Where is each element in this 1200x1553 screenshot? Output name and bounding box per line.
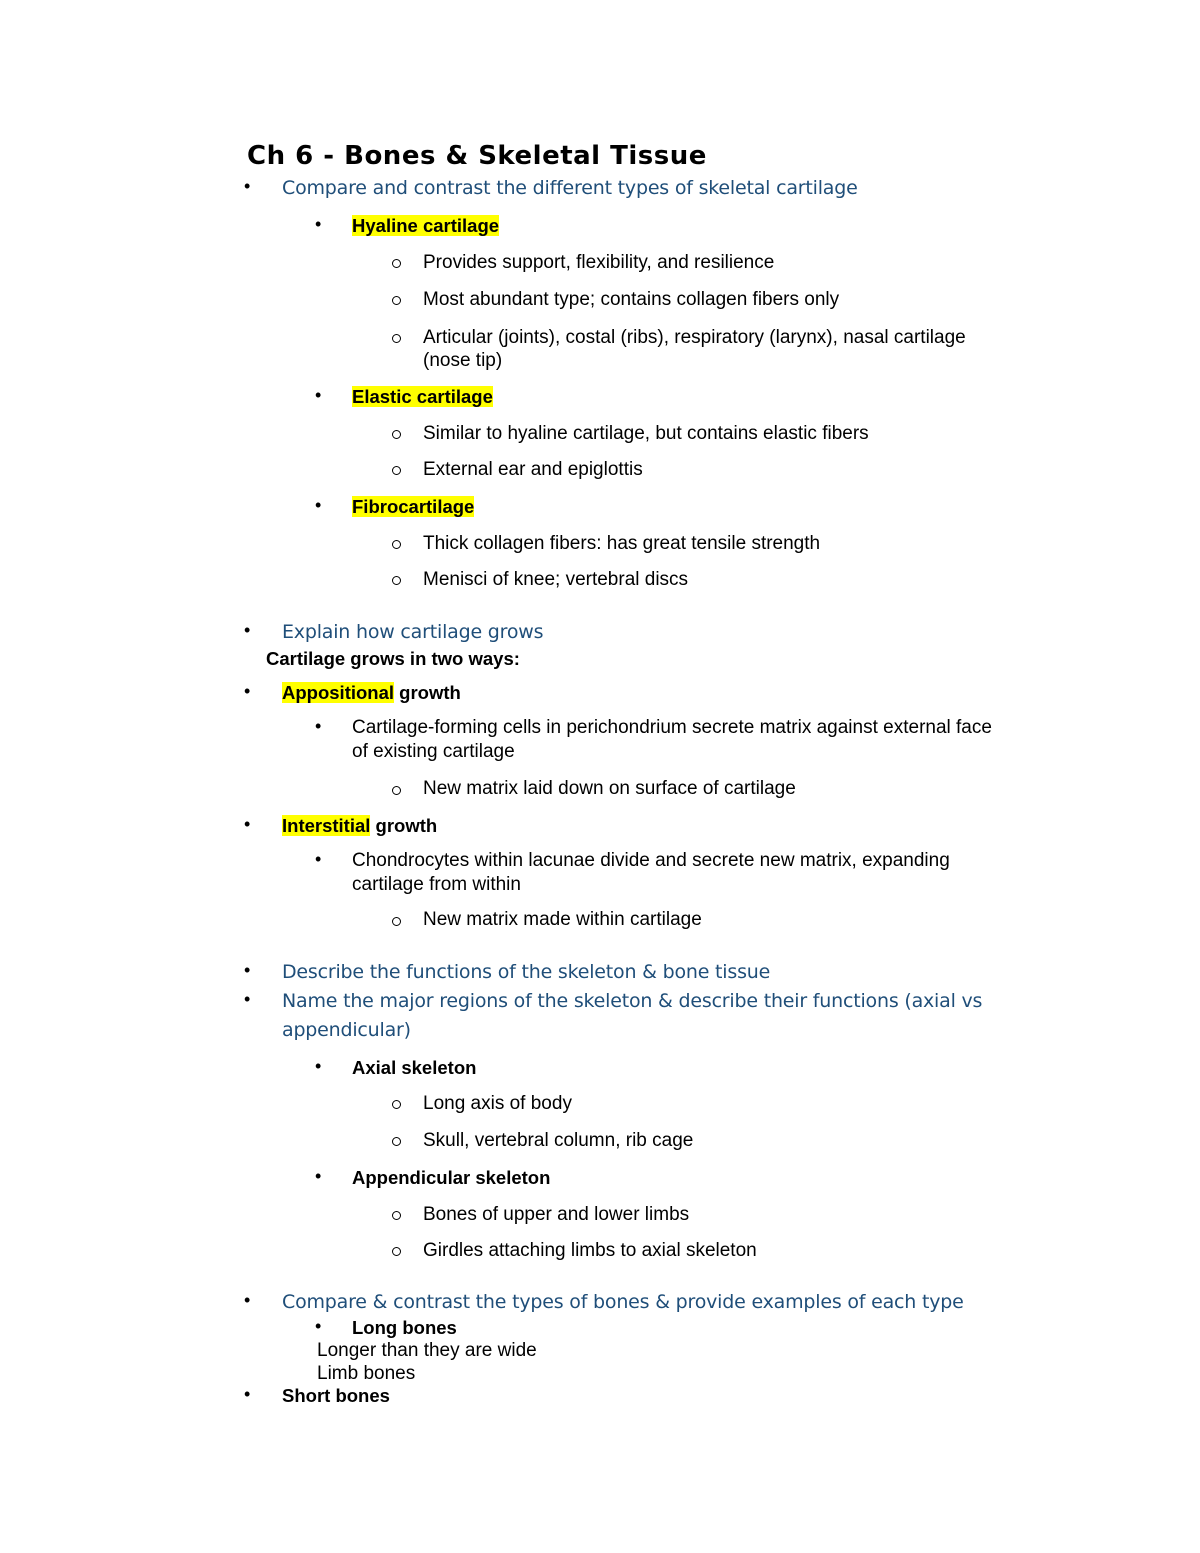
bullet-icon: • (244, 814, 251, 834)
objective-skeleton-regions: Name the major regions of the skeleton & describe their functions (axial vs (282, 990, 983, 1012)
fibro-point: Thick collagen fibers: has great tensile strength (423, 533, 821, 554)
bullet-icon: • (244, 681, 251, 701)
circle-bullet-icon (392, 296, 401, 305)
circle-bullet-icon (392, 1211, 401, 1220)
fibro-heading (352, 496, 474, 518)
hyaline-point: Articular (joints), costal (ribs), respiratory (larynx), nasal cartilage (423, 327, 966, 348)
objective-skeleton-functions: Describe the functions of the skeleton & bone tissue (282, 961, 771, 983)
bullet-icon: • (244, 1290, 251, 1310)
elastic-point: External ear and epiglottis (423, 459, 643, 480)
appositional-highlight: Appositional (282, 682, 395, 703)
bullet-icon: • (244, 960, 251, 980)
appendicular-point: Bones of upper and lower limbs (423, 1204, 690, 1225)
bullet-icon: • (315, 716, 322, 736)
hyaline-point: Most abundant type; contains collagen fibers only (423, 289, 840, 310)
bullet-icon: • (315, 1056, 322, 1076)
long-bones-label: Long bones (352, 1317, 457, 1338)
circle-bullet-icon (392, 466, 401, 475)
bullet-icon: • (315, 214, 322, 234)
interstitial-sub: New matrix made within cartilage (423, 909, 702, 930)
circle-bullet-icon (392, 259, 401, 268)
bullet-icon: • (315, 849, 322, 869)
appositional-heading (282, 682, 461, 704)
interstitial-desc: Chondrocytes within lacunae divide and secrete new matrix, expanding (352, 850, 950, 871)
short-bones-label: Short bones (282, 1385, 390, 1406)
circle-bullet-icon (392, 430, 401, 439)
elastic-point: Similar to hyaline cartilage, but contains elastic fibers (423, 423, 869, 444)
axial-label: Axial skeleton (352, 1057, 477, 1078)
hyaline-point-continued: (nose tip) (423, 350, 503, 371)
growth-intro: Cartilage grows in two ways: (266, 648, 520, 669)
appositional-desc: Cartilage-forming cells in perichondrium secrete matrix against external face (352, 717, 992, 738)
bullet-icon: • (244, 989, 251, 1009)
hyaline-label: Hyaline cartilage (352, 215, 500, 236)
objective-cartilage-growth: Explain how cartilage grows (282, 621, 544, 643)
hyaline-heading (352, 215, 499, 237)
interstitial-highlight: Interstitial (282, 815, 371, 836)
long-bones-line: Longer than they are wide (317, 1340, 537, 1361)
appendicular-label: Appendicular skeleton (352, 1167, 551, 1188)
bullet-icon: • (315, 1316, 322, 1336)
interstitial-heading (282, 815, 437, 837)
interstitial-rest: growth (370, 815, 438, 836)
circle-bullet-icon (392, 1247, 401, 1256)
fibro-label: Fibrocartilage (352, 496, 475, 517)
bullet-icon: • (244, 176, 251, 196)
fibro-point: Menisci of knee; vertebral discs (423, 569, 689, 590)
circle-bullet-icon (392, 576, 401, 585)
document-title: Ch 6 - Bones & Skeletal Tissue (247, 141, 707, 171)
circle-bullet-icon (392, 334, 401, 343)
bullet-icon: • (244, 620, 251, 640)
axial-point: Long axis of body (423, 1093, 572, 1114)
axial-point: Skull, vertebral column, rib cage (423, 1130, 694, 1151)
bullet-icon: • (315, 495, 322, 515)
appendicular-point: Girdles attaching limbs to axial skeleton (423, 1240, 757, 1261)
elastic-heading (352, 386, 493, 408)
objective-bone-types: Compare & contrast the types of bones & provide examples of each type (282, 1291, 964, 1313)
circle-bullet-icon (392, 917, 401, 926)
hyaline-point: Provides support, flexibility, and resilience (423, 252, 775, 273)
bullet-icon: • (315, 1166, 322, 1186)
circle-bullet-icon (392, 1100, 401, 1109)
appositional-rest: growth (394, 682, 461, 703)
bullet-icon: • (244, 1384, 251, 1404)
objective-compare-cartilage: Compare and contrast the different types of skeletal cartilage (282, 177, 858, 199)
circle-bullet-icon (392, 1137, 401, 1146)
appositional-sub: New matrix laid down on surface of cartilage (423, 778, 796, 799)
appositional-desc-continued: of existing cartilage (352, 741, 515, 762)
circle-bullet-icon (392, 786, 401, 795)
long-bones-line: Limb bones (317, 1363, 416, 1384)
circle-bullet-icon (392, 540, 401, 549)
interstitial-desc-continued: cartilage from within (352, 874, 521, 895)
objective-skeleton-regions-continued: appendicular) (282, 1019, 411, 1041)
elastic-label: Elastic cartilage (352, 386, 493, 407)
bullet-icon: • (315, 385, 322, 405)
